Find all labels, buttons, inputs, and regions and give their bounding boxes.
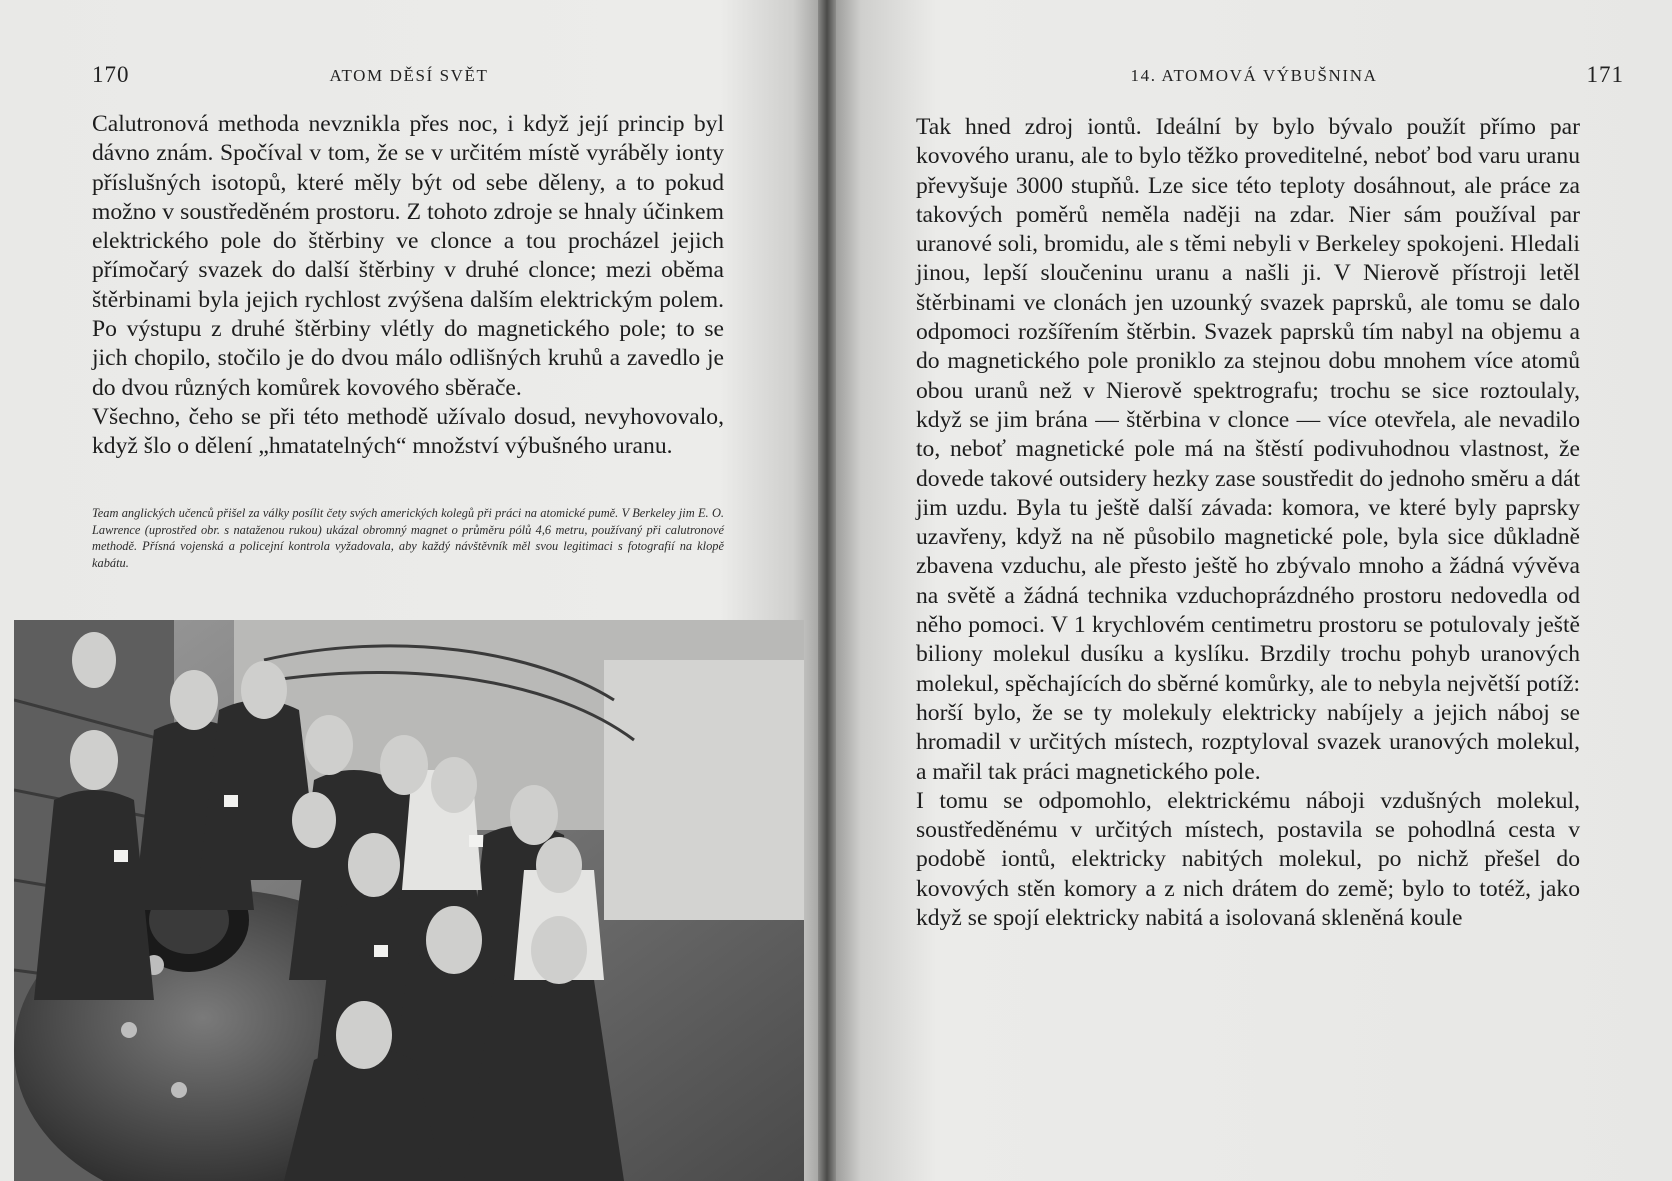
group-photo-icon <box>14 620 804 1181</box>
left-page-number: 170 <box>92 62 130 87</box>
right-running-head: 14. ATOMOVÁ VÝBUŠNINA <box>1130 66 1378 85</box>
right-page <box>836 0 1672 1181</box>
photo-caption: Team anglických učenců přišel za války posílit čety svých amerických kolegů při práci na atomické pumě. V Berkeley jim E. O. Lawrence (uprostřed obr. s nataženou rukou) ukázal obromný magnet o průměru pólů 4,6 metru, používaný při calutronové methodě. Přísná vojenská a policejní kontrola vyžadovala, aby každý návštěvník měl svou legitimaci s fotografií na klopě kabátu. <box>92 506 724 570</box>
right-page-number: 171 <box>1586 62 1624 87</box>
right-paragraph-1: Tak hned zdroj iontů. Ideální by bylo bývalo použít přímo par kovového uranu, ale to bylo těžko proveditelné, neboť bod varu uranu převyšuje 3000 stupňů. Lze sice této teploty dosáhnout, ale práce za takových poměrů neměla naději na zdar. Nier sám používal par uranové soli, bromidu, ale s těmi nebyli v Berkeley spokojeni. Hledali jinou, lepší sloučeninu uranu a našli ji. V Nierově přístroji letěl štěrbinami ve clonách jen uzounký svazek paprsků, ale tomu se dalo odpomoci rozšířením štěrbin. Svazek paprsků tím nabyl na objemu a do magnetického pole proniklo za stejnou dobu mnohem více atomů obou uranů než v Nierově spektrografu; trochu se sice roztoulaly, když se jim brána — štěrbina v clonce — více otevřela, ale nevadilo to, neboť magnetické pole má na štěstí podivuhodnou vlastnost, že dovede takové outsidery hezky zase soustředit do jednoho směru a dát jim uzdu. Byla tu ještě další závada: komora, ve které byly paprsky uzavřeny, když na ně působilo magnetické pole, byla sice důkladně zbavena vzduchu, ale přesto ještě ho zbývalo mnoho a žádná vývěva na světě a žádná technika vzduchoprázdného prostoru nedovedla od něho pomoci. V 1 krychlovém centimetru prostoru se potulovaly ještě biliony molekul dusíku a kyslíku. Brzdily trochu pohyb uranových molekul, spěchajících do sběrné komůrky, ale to nebyla největší potíž: horší bylo, že se ty molekuly elektricky nabíjely a jejich náboj se hromadil v určitých místech, rozptyloval svazek uranových molekul, a mařil tak práci magnetického pole. <box>916 114 1580 785</box>
book-gutter <box>818 0 836 1181</box>
left-paragraph-1: Calutronová methoda nevznikla přes noc, i když její princip byl dávno znám. Spočíval v tom, že se v určitém místě vyráběly ionty příslušných isotopů, které měly být od sebe děleny, a to pokud možno v soustředěném prostoru. Z tohoto zdroje se hnaly účinkem elektrického pole do štěrbiny ve clonce a tou procházel jejich přímočarý svazek do další štěrbiny v druhé clonce; mezi oběma štěrbinami byla jejich rychlost zvýšena dalším elektrickým polem. Po výstupu z druhé štěrbiny vlétly do magnetického pole; to se jich chopilo, stočilo je do dvou málo odlišných kruhů a zavedlo je do dvou různých komůrek kovového sběrače. <box>92 111 724 401</box>
left-running-head: ATOM DĚSÍ SVĚT <box>329 66 489 85</box>
right-paragraph-2: I tomu se odpomohlo, elektrickému náboji vzdušných molekul, soustředěnému v určitých místech, postavila se pohodlná cesta v podobě iontů, elektricky nabitých molekul, po nichž přešel do kovových stěn komory a z nich drátem do země; bylo to totéž, jako když se spojí elektricky nabitá a isolovaná skleněná koule <box>916 787 1580 932</box>
group-photo <box>14 620 804 1181</box>
left-page <box>0 0 818 1181</box>
left-paragraph-2: Všechno, čeho se při této methodě užívalo dosud, nevyhovovalo, když šlo o dělení „hmatatelných“ množství výbušného uranu. <box>92 403 724 460</box>
left-body-text <box>92 110 724 462</box>
right-body-text <box>916 113 1580 933</box>
